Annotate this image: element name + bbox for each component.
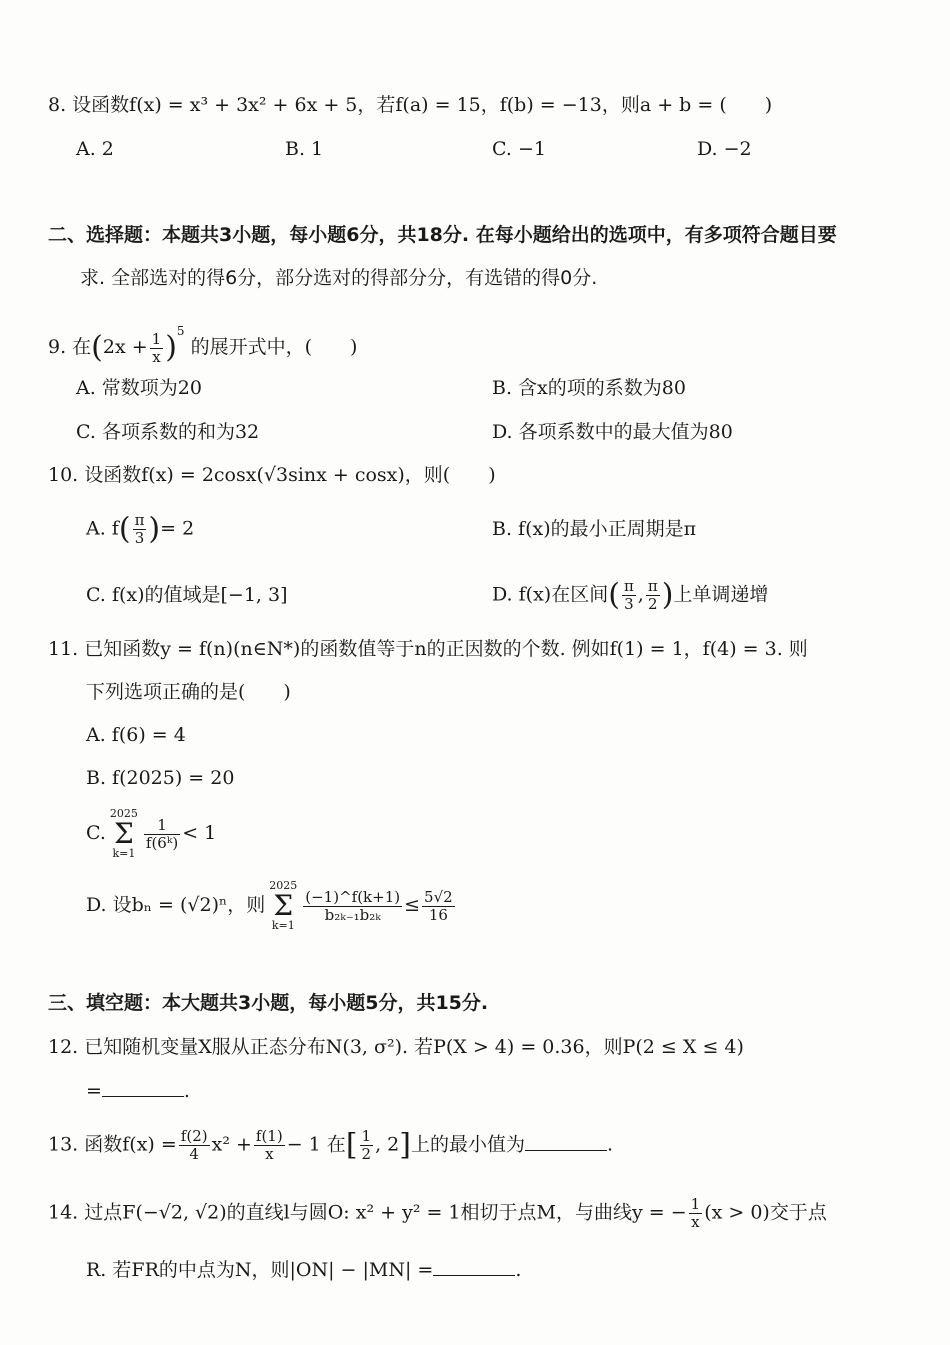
section2-line2: 求. 全部选对的得6分，部分选对的得部分分，有选错的得0分.	[80, 267, 598, 289]
q8-option-c: C. −1	[492, 138, 546, 160]
q8-option-a: A. 2	[76, 138, 114, 160]
q9-expr: 2x +	[102, 336, 148, 358]
q12-line2: = .	[86, 1080, 190, 1102]
q11-option-a: A. f(6) = 4	[86, 724, 186, 746]
q11-option-c: C.2025 Σ k=1 $\frac{1}{\text{f(6ᵏ)}}$ < 1	[86, 807, 217, 860]
q9-suffix: 的展开式中，( )	[190, 336, 358, 358]
q8-stem: 8. 设函数f(x) = x³ + 3x² + 6x + 5，若f(a) = 15，f(b) = −13，则a + b = ( )	[48, 94, 773, 116]
q9-stem: 9. 在(2x + $\frac{1}{x}$ )$^5$ 的展开式中，( )	[48, 324, 358, 366]
section3-title: 三、填空题：本大题共3小题，每小题5分，共15分.	[48, 992, 489, 1014]
q10-option-a: A. f( $\frac{\pi}{3}$ )= 2	[86, 511, 195, 547]
q11-line1: 11. 已知函数y = f(n)(n∈N*)的函数值等于n的正因数的个数. 例如f(1) = 1，f(4) = 3. 则	[48, 638, 808, 660]
q10-option-b: B. f(x)的最小正周期是π	[492, 518, 697, 540]
q11-option-b: B. f(2025) = 20	[86, 767, 235, 789]
q9-fraction: $\frac{1}{x}$	[151, 329, 162, 366]
q9-exponent: 5	[176, 324, 185, 338]
q9-prefix: 9. 在	[48, 336, 92, 358]
q12-line1: 12. 已知随机变量X服从正态分布N(3, σ²). 若P(X > 4) = 0.36，则P(2 ≤ X ≤ 4)	[48, 1036, 744, 1058]
q14-line2: R. 若FR的中点为N，则|ON| − |MN| = .	[86, 1259, 522, 1281]
q14-line1: 14. 过点F(−√2, √2)的直线l与圆O: x² + y² = 1相切于点M，与曲线y = − $\frac{1}{x}$ (x > 0)交于点	[48, 1195, 827, 1231]
q10-stem: 10. 设函数f(x) = 2cosx(√3sinx + cosx)，则( )	[48, 464, 496, 486]
q14-answer-blank	[433, 1257, 515, 1276]
q10-option-c: C. f(x)的值域是[−1, 3]	[86, 584, 288, 606]
q9-option-a: A. 常数项为20	[76, 377, 202, 399]
q8-option-d: D. −2	[697, 138, 752, 160]
q9-option-c: C. 各项系数的和为32	[76, 421, 260, 443]
q12-answer-blank	[102, 1078, 184, 1097]
q11-d-sum: 2025 Σ k=1	[269, 879, 298, 932]
q13-answer-blank	[525, 1132, 607, 1151]
q9-option-d: D. 各项系数中的最大值为80	[492, 421, 733, 443]
q11-line2: 下列选项正确的是( )	[86, 681, 291, 703]
q9-option-b: B. 含x的项的系数为80	[492, 377, 686, 399]
section2-line1: 二、选择题：本题共3小题，每小题6分，共18分. 在每小题给出的选项中，有多项符合题目要	[48, 224, 837, 246]
q11-option-d: D. 设bₙ = (√2)ⁿ，则2025 Σ k=1 $\frac{(-1)\^{}f(k+1)}{\text{b₂ₖ₋₁b₂ₖ}}$ ≤ $\frac{5√2}{16}$	[86, 879, 453, 932]
q8-option-b: B. 1	[285, 138, 324, 160]
q11-c-sum: 2025 Σ k=1	[109, 807, 138, 860]
q10-option-d: D. f(x)在区间( $\frac{\pi}{3}$ , $\frac{\pi}{2}$ )上单调递增	[492, 577, 769, 613]
q13-stem: 13. 函数f(x) = $\frac{f(2)}{4}$ x² + $\frac{f(1)}{x}$ − 1 在[ $\frac{1}{2}$ , 2]上的最小值为 .	[48, 1127, 614, 1163]
